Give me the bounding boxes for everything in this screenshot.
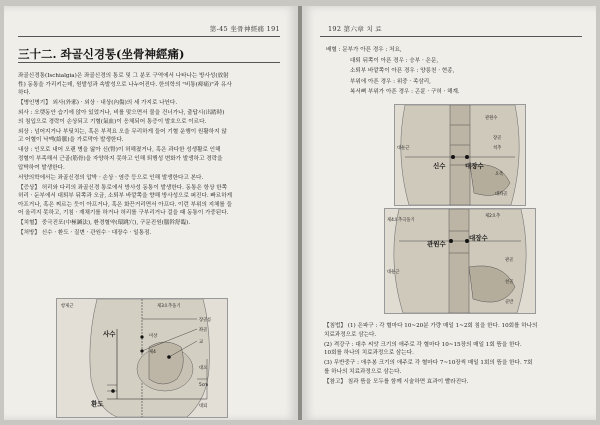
label-quad: 사수 [103,330,116,338]
paragraph-line: 【병인병기】 외사(外邪) · 외상 · 내상(內傷)의 세 가지로 나뉜다. [18,100,178,107]
acupoint-list-item: 배혈 : 문부가 아픈 경우 : 처요, [326,47,402,53]
label-ch: 대퇴 [199,404,208,409]
label-b: 대장수 [465,162,484,170]
paragraph-8 [18,229,270,238]
paragraph-line: 【치혈】 중극진포(中極鍼法), 환경혈약(環跳穴), 구문진원(腦幹舒臨). [18,220,191,227]
caption-line: 【참고】 침과 뜸을 모두를 함께 시술하면 효과이 빨라진다. [324,378,469,385]
caption-line: 를 하나의 치료과정으로 삼는다. [324,368,402,375]
right-running-head: 192 第六章 치 료 [328,25,382,33]
caption-line: 【침법】 (1) 은파구 : 각 혈마다 10~20분 가량 매일 1~2회 침을 한다. 10회를 하나의 [324,323,538,329]
label-sa: 장골릉 [199,318,212,323]
left-page [4,6,298,420]
acupoint-list-item: 소퇴부 바깥쪽이 아픈 경우 : 양릉천 · 현종, [350,68,455,74]
paragraph-4 [18,146,270,172]
paragraph-line: 내상 : 인모로 내어 오랜 병을 앓아 신(腎)이 허해졌거나, 혹은 과다한 성생활로 인해 [18,147,221,154]
paragraph-line: 【처방】 신수 · 환도 · 질변 · 관원수 · 대장수 · 일통점. [18,230,152,237]
caption-line: 치료과정으로 삼는다. [324,331,377,338]
header-rule [320,36,582,37]
paragraph-5 [18,174,270,183]
paragraph-line: 압박하여 발생한다. [18,164,65,171]
label-top: 항제근 [61,304,74,309]
caption-2 [324,359,586,376]
paragraph-line: 좌골신경통(Ischialgia)은 좌골신경의 통로 및 그 분포 구역에서 나타나는 방사성(放射 [18,73,229,79]
paragraph-1 [18,99,270,108]
label-f: 대둔근 [397,146,410,151]
header-rule [18,36,280,37]
label-m3: 대요 [199,366,208,371]
paragraph-0 [18,72,270,98]
paragraph-line: 정혈이 부족해서 근골(筋骨)을 자양하지 못하고 인해 퇴행성 변화가 발생하고 경락을 [18,155,223,162]
label-f: 대둔근 [387,270,400,275]
label-dist: 5cm [199,383,209,388]
label-e: 척추 [493,146,502,151]
label-a: 신수 [433,162,446,170]
acupoint-list-item: 복서뼈 부위가 아픈 경우 : 곤륜 · 구허 · 해계. [350,89,460,95]
lumbar-illustration-1 [395,105,525,205]
caption-0 [324,322,586,339]
caption-line: (3) 무반중구 : 애추봉 크기의 애주로 각 혈마다 7~10장씩 매일 1회의 뜸을 한다. 7회 [324,360,533,367]
caption-line: (2) 격강구 : 대추 씨앗 크기의 애주로 각 혈마다 10~15장의 매일 1회 뜸을 한다. [324,341,522,348]
chapter-title: 三十二. 좌골신경통(坐骨神經痛) [18,47,185,61]
left-running-head: 第-45 坐骨神經痛 191 [209,25,280,33]
title-rule [18,62,280,63]
paragraph-line: 性) 동통을 가리키는데, 원발성과 속발성으로 나누어진다. 한의학의 "비통(痺痛)"과 유사 [18,81,232,88]
label-m1: 미상 [149,334,158,339]
label-h: 골반 [505,300,514,305]
paragraph-line: 외상 : 넘어지거나 부딪치는, 혹은 부적요 오을 무리하게 들어 기혈 운행이 원활하지 않 [18,128,227,135]
label-gyo: 교 [199,340,204,345]
lumbar-figure-bottom [384,208,536,314]
label-d: 장골 [493,136,502,141]
acupoint-list-item: 부위에 아픈 경우 : 위중 · 족삼리, [350,78,431,85]
paragraph-6 [18,184,270,218]
paragraph-line: 외사 : 오랫동안 습기에 앉아 있었거나, 비를 맞으면서 물을 건너가나, 출답시(出踏時) [18,110,225,117]
label-e: 관골 [505,258,514,263]
label-h: 대좌골 [495,192,508,197]
label-b: 대장수 [469,234,488,242]
paragraph-line: 어 올리지 못하고, 기침 · 재채기를 하거나 허리를 구부리거나 걸을 때 동통이 가중된다. [18,210,229,217]
paragraph-line: 【증상】 허리와 다리의 좌골신경 통로에서 방사성 동통이 발생한다. 동통은 항상 한쪽 [18,184,228,191]
label-d: 제4요추극돌기 [387,218,415,223]
label-huan: 환도 [91,400,104,408]
label-g: 천골 [505,280,514,285]
paragraph-line: 하다. [18,90,31,97]
acupoint-list-item: 대퇴 뒤쪽이 아픈 경우 : 승부 · 은문, [350,57,439,64]
sciatica-points-figure [56,298,228,418]
paragraph-line: 의 침입으로 경락이 손상되고 기혈(氣血)이 응체되어 통증이 발호으로 이르다. [18,118,207,125]
label-group: 제3요추돌기 [157,304,181,309]
paragraph-7 [18,219,270,228]
label-a: 관원수 [427,240,446,248]
label-gu: 좌골 [199,328,208,333]
paragraph-2 [18,109,270,126]
right-page [302,6,596,420]
paragraph-line: 허리 · 둔부에서 대퇴부 뒤쪽과 오금, 소퇴부 바깥쪽을 향해 방사성으로 퍼진다. 빠르하게 [18,193,233,200]
lumbar-figure-top [394,104,526,206]
label-c: 관원수 [485,116,498,121]
label-c: 제2요추 [485,214,501,219]
paragraph-line: 서양의학에서는 좌골신경의 압박 · 손상 · 염증 등으로 인해 발생한다고 본다. [18,174,204,181]
caption-1 [324,341,586,358]
label-m2: 제4 [149,350,156,355]
caption-line: 10회를 하나의 치료과정으로 삼는다. [324,350,414,357]
paragraph-3 [18,128,270,145]
paragraph-line: 아프거나, 혹은 찌르는 듯이 아프거나, 혹은 화끈거리면서 아프다. 이런 부위의 지체를 들 [18,201,233,208]
label-g: 요측 [495,172,504,177]
paragraph-line: 고 어혈이 낙맥(絡脈)을 가로막아 발생한다. [18,137,124,144]
caption-3 [324,378,586,387]
